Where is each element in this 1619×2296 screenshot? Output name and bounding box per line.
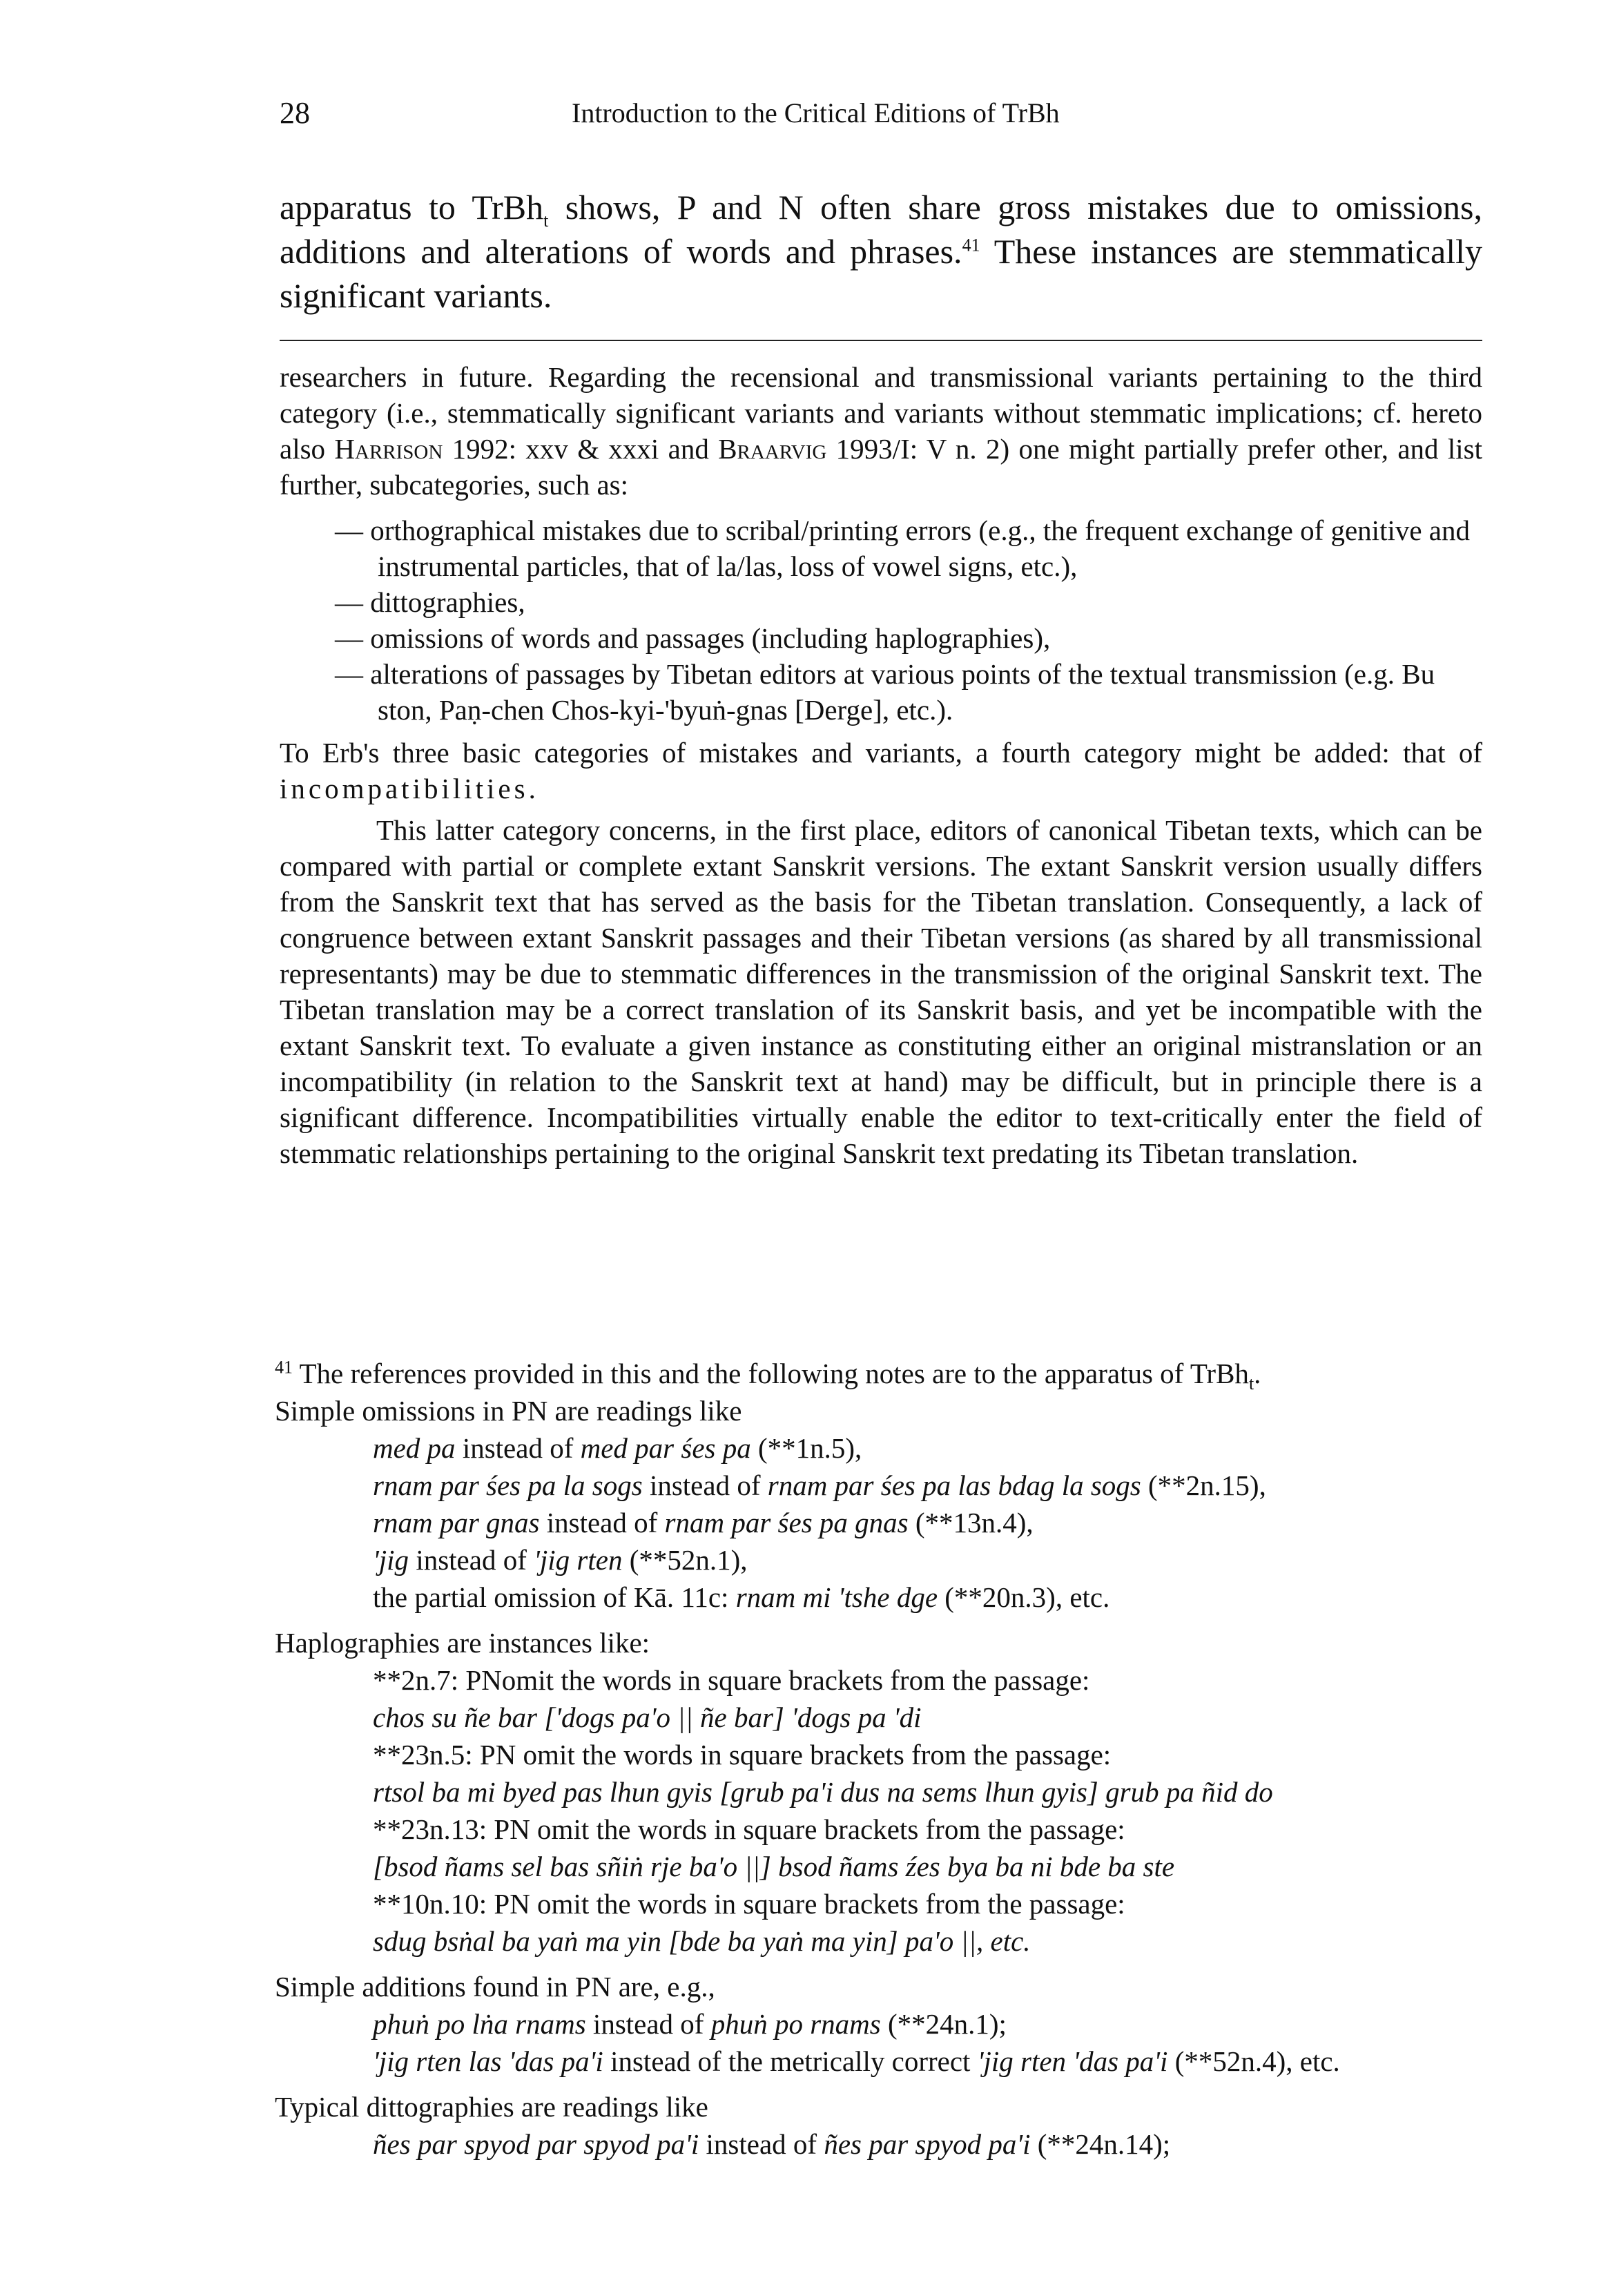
example-ref: **10n.10: PN omit the words in square brackets from the passage: — [373, 1888, 1125, 1920]
haplographies-heading: Haplographies are instances like: — [275, 1627, 650, 1659]
example-line: 'jig rten las 'das pa'i instead of the metrically correct 'jig rten 'das pa'i (**52n.4), etc. — [373, 2045, 1340, 2077]
footnote-ref-41[interactable]: 41 — [962, 235, 980, 255]
list-item: — omissions of words and passages (including haplographies), — [335, 622, 1051, 654]
additions-heading: Simple additions found in PN are, e.g., — [275, 1971, 715, 2003]
running-head: Introduction to the Critical Editions of TrBh — [572, 97, 1060, 128]
footnote-paragraph: This latter category concerns, in the first place, editors of canonical Tibetan texts, which can be compared with partial or complete extant Sanskrit versions. The extant Sanskrit version usually differs from the Sanskrit text that has served as the basis for the Tibetan translation. Consequently, a lack of congruence between extant Sanskrit passages and their Tibetan versions (as shared by all transmissional representants) may be due to stemmatic differences in the transmission of the original Sanskrit text. The Tibetan translation may be a correct translation of its Sanskrit basis, and yet be incompatible with the extant Sanskrit text. To evaluate a given instance as constituting either an original mistranslation or an incompatibility (in relation to the Sanskrit text at hand) may be difficult, but in principle there is a significant difference. Incompatibilities virtually enable the editor to text-critically enter the field of stemmatic relationships pertaining to the original Sanskrit text predating its Tibetan translation. — [280, 814, 1482, 1169]
footnote-paragraph: To Erb's three basic categories of mistakes and variants, a fourth category might be added: that of incompatibilities. — [280, 737, 1482, 804]
example-line: phuṅ po lṅa rnams instead of phuṅ po rnams (**24n.1); — [373, 2008, 1007, 2040]
example-ref: **23n.5: PN omit the words in square brackets from the passage: — [373, 1739, 1112, 1771]
example-line: med pa instead of med par ś​es pa (**1n.5), — [373, 1432, 862, 1464]
example-line: sdug bsṅal ba yaṅ ma yin [bde ba yaṅ ma yin] pa'o ||, etc. — [373, 1925, 1031, 1957]
footnote-divider — [280, 340, 1482, 341]
page-number: 28 — [280, 96, 310, 130]
example-line: rnam par gnas instead of rnam par ś​es pa gnas (**13n.4), — [373, 1507, 1034, 1538]
example-line: rtsol ba mi byed pas lhun gyis [grub pa'i dus na sems lhun gyis] grub pa ñid do — [373, 1776, 1273, 1808]
main-text — [280, 185, 1482, 318]
example-line: rnam par ś​es pa la sogs instead of rnam par ś​es pa las bdag la sogs (**2n.15), — [373, 1469, 1266, 1501]
list-item: — dittographies, — [335, 586, 525, 618]
example-line: ñes par spyod par spyod pa'i instead of ñes par spyod pa'i (**24n.14); — [373, 2128, 1171, 2160]
example-line: 'jig instead of 'jig rten (**52n.1), — [373, 1544, 748, 1576]
omissions-heading: Simple omissions in PN are readings like — [275, 1395, 742, 1427]
subcategory-list — [280, 512, 1482, 728]
main-paragraph: apparatus to TrBh$_t$ shows, P and N often share gross mistakes due to omissions, additions and alterations of words and phrases.$^{41}$ These instances are stemmatically significant variants. — [280, 188, 1483, 315]
example-ref: **2n.7: PNomit the words in square brackets from the passage: — [373, 1664, 1090, 1696]
footnote-paragraph: researchers in future. Regarding the recensional and transmissional variants pertaining to the third category (i.e., stemmatically significant variants and variants without stemmatic implications; cf. hereto also Harrison 1992: xxv & xxxi and Braarvig 1993/I: V n. 2) one might partially prefer other, and list further, subcategories, such as: — [280, 361, 1483, 501]
example-line: chos su ñe bar ['dogs pa'o || ñe bar] 'dogs pa 'di — [373, 1701, 922, 1733]
list-item: — orthographical mistakes due to scribal/printing errors (e.g., the frequent exchange of genitive and instrumental particles, that of la/las, loss of vowel signs, etc.), — [335, 514, 1471, 582]
example-ref: **23n.13: PN omit the words in square brackets from the passage: — [373, 1813, 1125, 1845]
list-item: — alterations of passages by Tibetan editors at various points of the textual transmission (e.g. Bu ston, Paṇ-chen Chos-kyi-'byuṅ-gnas [Derge], etc.). — [335, 658, 1435, 726]
footnote-40-continuation — [280, 359, 1482, 1171]
footnote-41 — [275, 1355, 1490, 2163]
dittographies-heading: Typical dittographies are readings like — [275, 2091, 708, 2123]
example-line: the partial omission of Kā. 11c: rnam mi 'tshe dge (**20n.3), etc. — [373, 1581, 1110, 1613]
example-line: [bsod ñams sel bas sñiṅ rje ba'o ||] bsod ñams źes bya ba ni bde ba ste — [373, 1851, 1175, 1882]
footnote-intro: $^{41}$ The references provided in this and the following notes are to the apparatus of TrBh$_t$. — [275, 1357, 1261, 1394]
